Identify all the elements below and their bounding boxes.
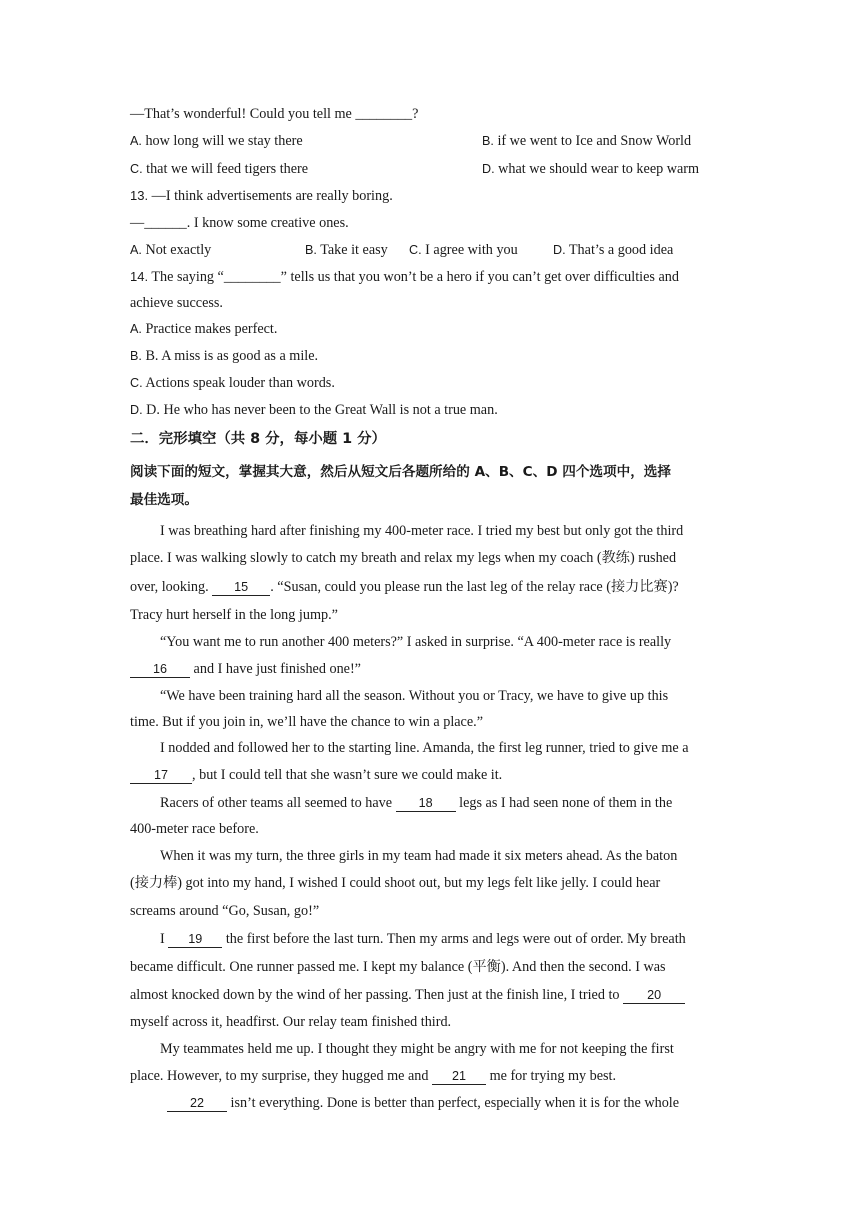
q12-option-c: C. that we will feed tigers there (130, 161, 309, 177)
q14-option-c: C. Actions speak louder than words. (130, 375, 335, 391)
passage-line: almost knocked down by the wind of her passing. Then just at the finish line, I tried to 20 (130, 986, 685, 1004)
q14-option-a: A. Practice makes perfect. (130, 321, 278, 337)
blank-15: 15 (212, 580, 270, 596)
passage-line: “You want me to run another 400 meters?” I asked in surprise. “A 400-meter race is really (160, 634, 672, 650)
blank-20: 20 (623, 988, 685, 1004)
passage-line: place. I was walking slowly to catch my breath and relax my legs when my coach (教练) rushed (130, 550, 677, 566)
q12-option-b: B. if we went to Ice and Snow World (482, 133, 692, 149)
passage-line: time. But if you join in, we’ll have the chance to win a place.” (130, 714, 483, 730)
q14-stem-continued: achieve success. (130, 295, 223, 311)
q12-option-d: D. what we should wear to keep warm (482, 161, 700, 177)
q12-option-a: A. how long will we stay there (130, 133, 303, 149)
passage-line: Tracy hurt herself in the long jump.” (130, 607, 338, 623)
passage-line: “We have been training hard all the season. Without you or Tracy, we have to give up this (160, 688, 669, 704)
passage-line: 400-meter race before. (130, 821, 259, 837)
q13-option-c: C. I agree with you (409, 242, 518, 258)
blank-16: 16 (130, 662, 190, 678)
q13-option-b: B. Take it easy (305, 242, 388, 258)
q13-option-d: D. That’s a good idea (553, 242, 674, 258)
q13-reply: —______. I know some creative ones. (130, 215, 349, 231)
passage-line: I 19 the first before the last turn. Then my arms and legs were out of order. My breath (160, 931, 686, 947)
q13-stem: 13. —I think advertisements are really boring. (130, 188, 393, 204)
q12-stem: —That’s wonderful! Could you tell me ________? (130, 106, 419, 122)
blank-19: 19 (168, 932, 222, 948)
passage-line: over, looking. 15 . “Susan, could you please run the last leg of the relay race (接力比赛)? (130, 579, 679, 595)
passage-line: (接力棒) got into my hand, I wished I could shoot out, but my legs felt like jelly. I could hear (130, 875, 661, 891)
blank-17: 17 (130, 768, 192, 784)
q13-option-a: A. Not exactly (130, 242, 212, 258)
passage-line: 16 and I have just finished one!” (130, 660, 361, 678)
blank-18: 18 (396, 796, 456, 812)
q14-option-b: B. B. A miss is as good as a mile. (130, 348, 319, 364)
passage-line: place. However, to my surprise, they hugged me and 21 me for trying my best. (130, 1068, 617, 1084)
passage-line: My teammates held me up. I thought they might be angry with me for not keeping the first (160, 1041, 674, 1057)
passage-line: became difficult. One runner passed me. I kept my balance (平衡). And then the second. I was (130, 959, 666, 975)
section-instruction-continued: 最佳选项。 (130, 492, 198, 508)
passage-line: I was breathing hard after finishing my 400-meter race. I tried my best but only got the third (160, 523, 684, 539)
q14-option-d: D. D. He who has never been to the Great Wall is not a true man. (130, 402, 498, 418)
passage-line: 17 , but I could tell that she wasn’t sure we could make it. (130, 766, 502, 784)
passage-line: 22 isn’t everything. Done is better than perfect, especially when it is for the whole (167, 1094, 679, 1112)
blank-22: 22 (167, 1096, 227, 1112)
section-heading: 二．完形填空（共 8 分，每小题 1 分） (130, 431, 386, 447)
q14-stem: 14. The saying “________” tells us that you won’t be a hero if you can’t get over difficulties and (130, 269, 679, 285)
passage-line: screams around “Go, Susan, go!” (130, 903, 320, 919)
passage-line: I nodded and followed her to the starting line. Amanda, the first leg runner, tried to give me a (160, 740, 689, 756)
passage-line: When it was my turn, the three girls in my team had made it six meters ahead. As the baton (160, 848, 678, 864)
passage-line: myself across it, headfirst. Our relay team finished third. (130, 1014, 452, 1030)
section-instruction: 阅读下面的短文，掌握其大意，然后从短文后各题所给的 A、B、C、D 四个选项中，选择 (130, 464, 671, 480)
blank-21: 21 (432, 1069, 486, 1085)
passage-line: Racers of other teams all seemed to have 18 legs as I had seen none of them in the (160, 795, 673, 811)
